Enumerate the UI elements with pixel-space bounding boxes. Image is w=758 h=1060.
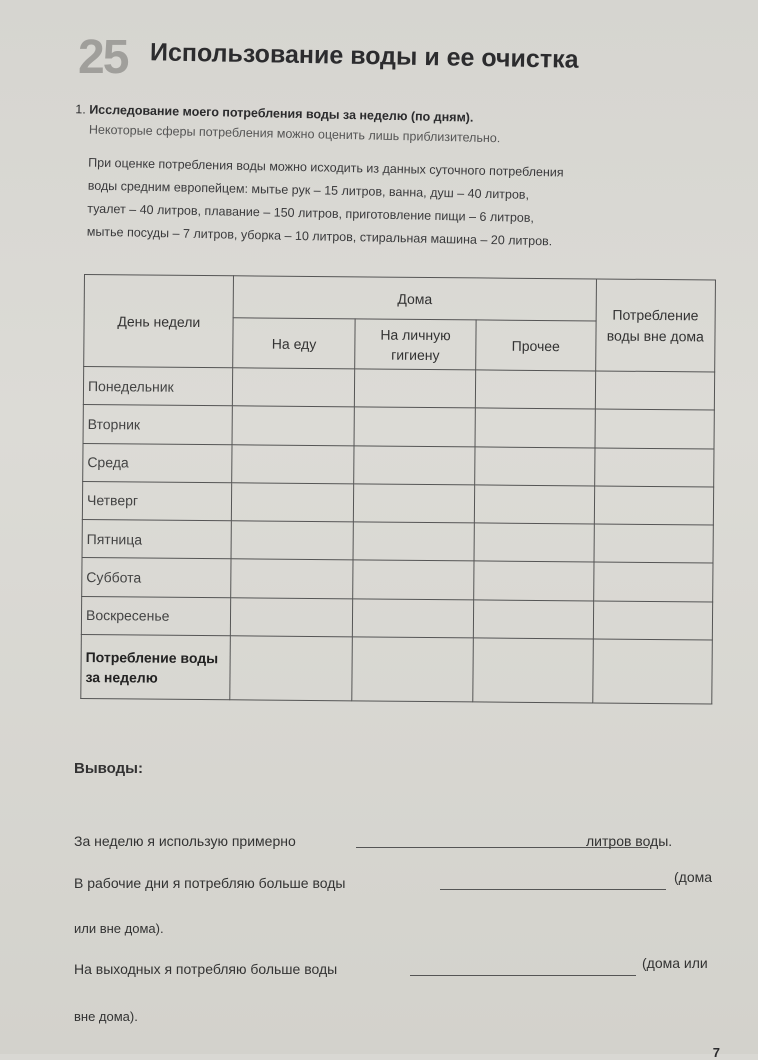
line-text: (дома [674, 869, 713, 885]
input-cell[interactable] [473, 638, 593, 703]
conclusion-line [74, 925, 734, 977]
conclusion-line-cont [74, 885, 734, 936]
line-text: За неделю я использую примерно [74, 833, 296, 849]
input-cell[interactable] [474, 561, 594, 600]
input-cell[interactable] [593, 601, 713, 640]
paragraph-line: туалет – 40 литров, плавание – 150 литров, приготовление пищи – 6 литров, [87, 201, 535, 225]
table-row [83, 405, 714, 449]
input-cell[interactable] [230, 636, 352, 701]
input-cell[interactable] [231, 559, 353, 598]
conclusion-line-cont [74, 969, 734, 1024]
input-cell[interactable] [353, 484, 475, 523]
input-cell[interactable] [231, 521, 353, 560]
input-cell[interactable] [232, 444, 354, 483]
day-label: Вторник [83, 405, 233, 445]
line-text: В рабочие дни я потребляю больше воды [74, 875, 346, 891]
input-cell[interactable] [231, 597, 353, 636]
input-cell[interactable] [592, 639, 712, 704]
input-cell[interactable] [354, 445, 476, 484]
table-row [82, 520, 713, 564]
total-label: Потребление воды за неделю [81, 634, 231, 699]
line-text: (дома или [642, 955, 708, 971]
input-cell[interactable] [594, 486, 714, 525]
input-cell[interactable] [476, 370, 596, 409]
table-row [83, 443, 714, 487]
input-cell[interactable] [232, 483, 354, 522]
table-row [82, 481, 713, 525]
header-home: Дома [234, 276, 596, 321]
conclusion-line [74, 839, 734, 891]
input-cell[interactable] [474, 600, 594, 639]
day-label: Воскресенье [81, 596, 231, 636]
line-text: или вне дома). [74, 921, 164, 936]
input-cell[interactable] [595, 371, 715, 410]
input-cell[interactable] [353, 560, 475, 599]
input-cell[interactable] [352, 599, 474, 638]
header-day: День недели [84, 275, 234, 368]
page-number: 7 [712, 1045, 720, 1060]
line-text: литров воды. [586, 833, 673, 849]
day-label: Суббота [82, 558, 232, 598]
conclusion-line [74, 799, 734, 849]
day-label: Понедельник [83, 367, 233, 407]
conclusions-block [74, 760, 734, 1024]
paragraph-line: При оценке потребления воды можно исходить из данных суточного потребления [88, 155, 564, 180]
task-number: 1. [75, 102, 86, 117]
input-cell[interactable] [475, 485, 595, 524]
water-consumption-table [80, 274, 716, 704]
input-cell[interactable] [475, 408, 595, 447]
header-hygiene: На личную гигиену [355, 319, 477, 370]
input-cell[interactable] [474, 523, 594, 562]
input-cell[interactable] [594, 448, 714, 487]
input-cell[interactable] [352, 637, 474, 702]
input-cell[interactable] [232, 406, 354, 445]
header-food: На еду [233, 318, 355, 369]
day-label: Четверг [82, 481, 232, 521]
header-outside: Потребление воды вне дома [595, 279, 715, 372]
task-block [73, 99, 716, 256]
conclusions-title: Выводы: [74, 760, 143, 777]
input-cell[interactable] [475, 446, 595, 485]
day-label: Пятница [82, 520, 232, 560]
chapter-number: 25 [78, 31, 128, 84]
paragraph-line: мытье посуды – 7 литров, уборка – 10 литров, стиральная машина – 20 литров. [86, 224, 553, 249]
table-row-total [81, 634, 713, 704]
table-row [82, 558, 713, 602]
day-label: Среда [83, 443, 233, 483]
chapter-title: Использование воды и ее очистка [149, 38, 579, 74]
input-cell[interactable] [595, 409, 715, 448]
input-cell[interactable] [354, 407, 476, 446]
input-cell[interactable] [594, 524, 714, 563]
input-cell[interactable] [233, 368, 355, 407]
input-cell[interactable] [354, 369, 476, 408]
input-cell[interactable] [353, 522, 475, 561]
table-row [83, 367, 714, 411]
table-row [81, 596, 712, 640]
task-paragraph [73, 151, 715, 256]
task-subheading: Некоторые сферы потребления можно оценить лишь приблизительно. [88, 122, 501, 146]
task-heading-text: Исследование моего потребления воды за неделю (по дням). [89, 102, 474, 125]
line-text: На выходных я потребляю больше воды [74, 961, 338, 977]
input-cell[interactable] [593, 562, 713, 601]
header-other: Прочее [476, 320, 596, 371]
line-text: вне дома). [74, 1009, 138, 1024]
paragraph-line: воды средним европейцем: мытье рук – 15 литров, ванна, душ – 40 литров, [87, 178, 530, 202]
